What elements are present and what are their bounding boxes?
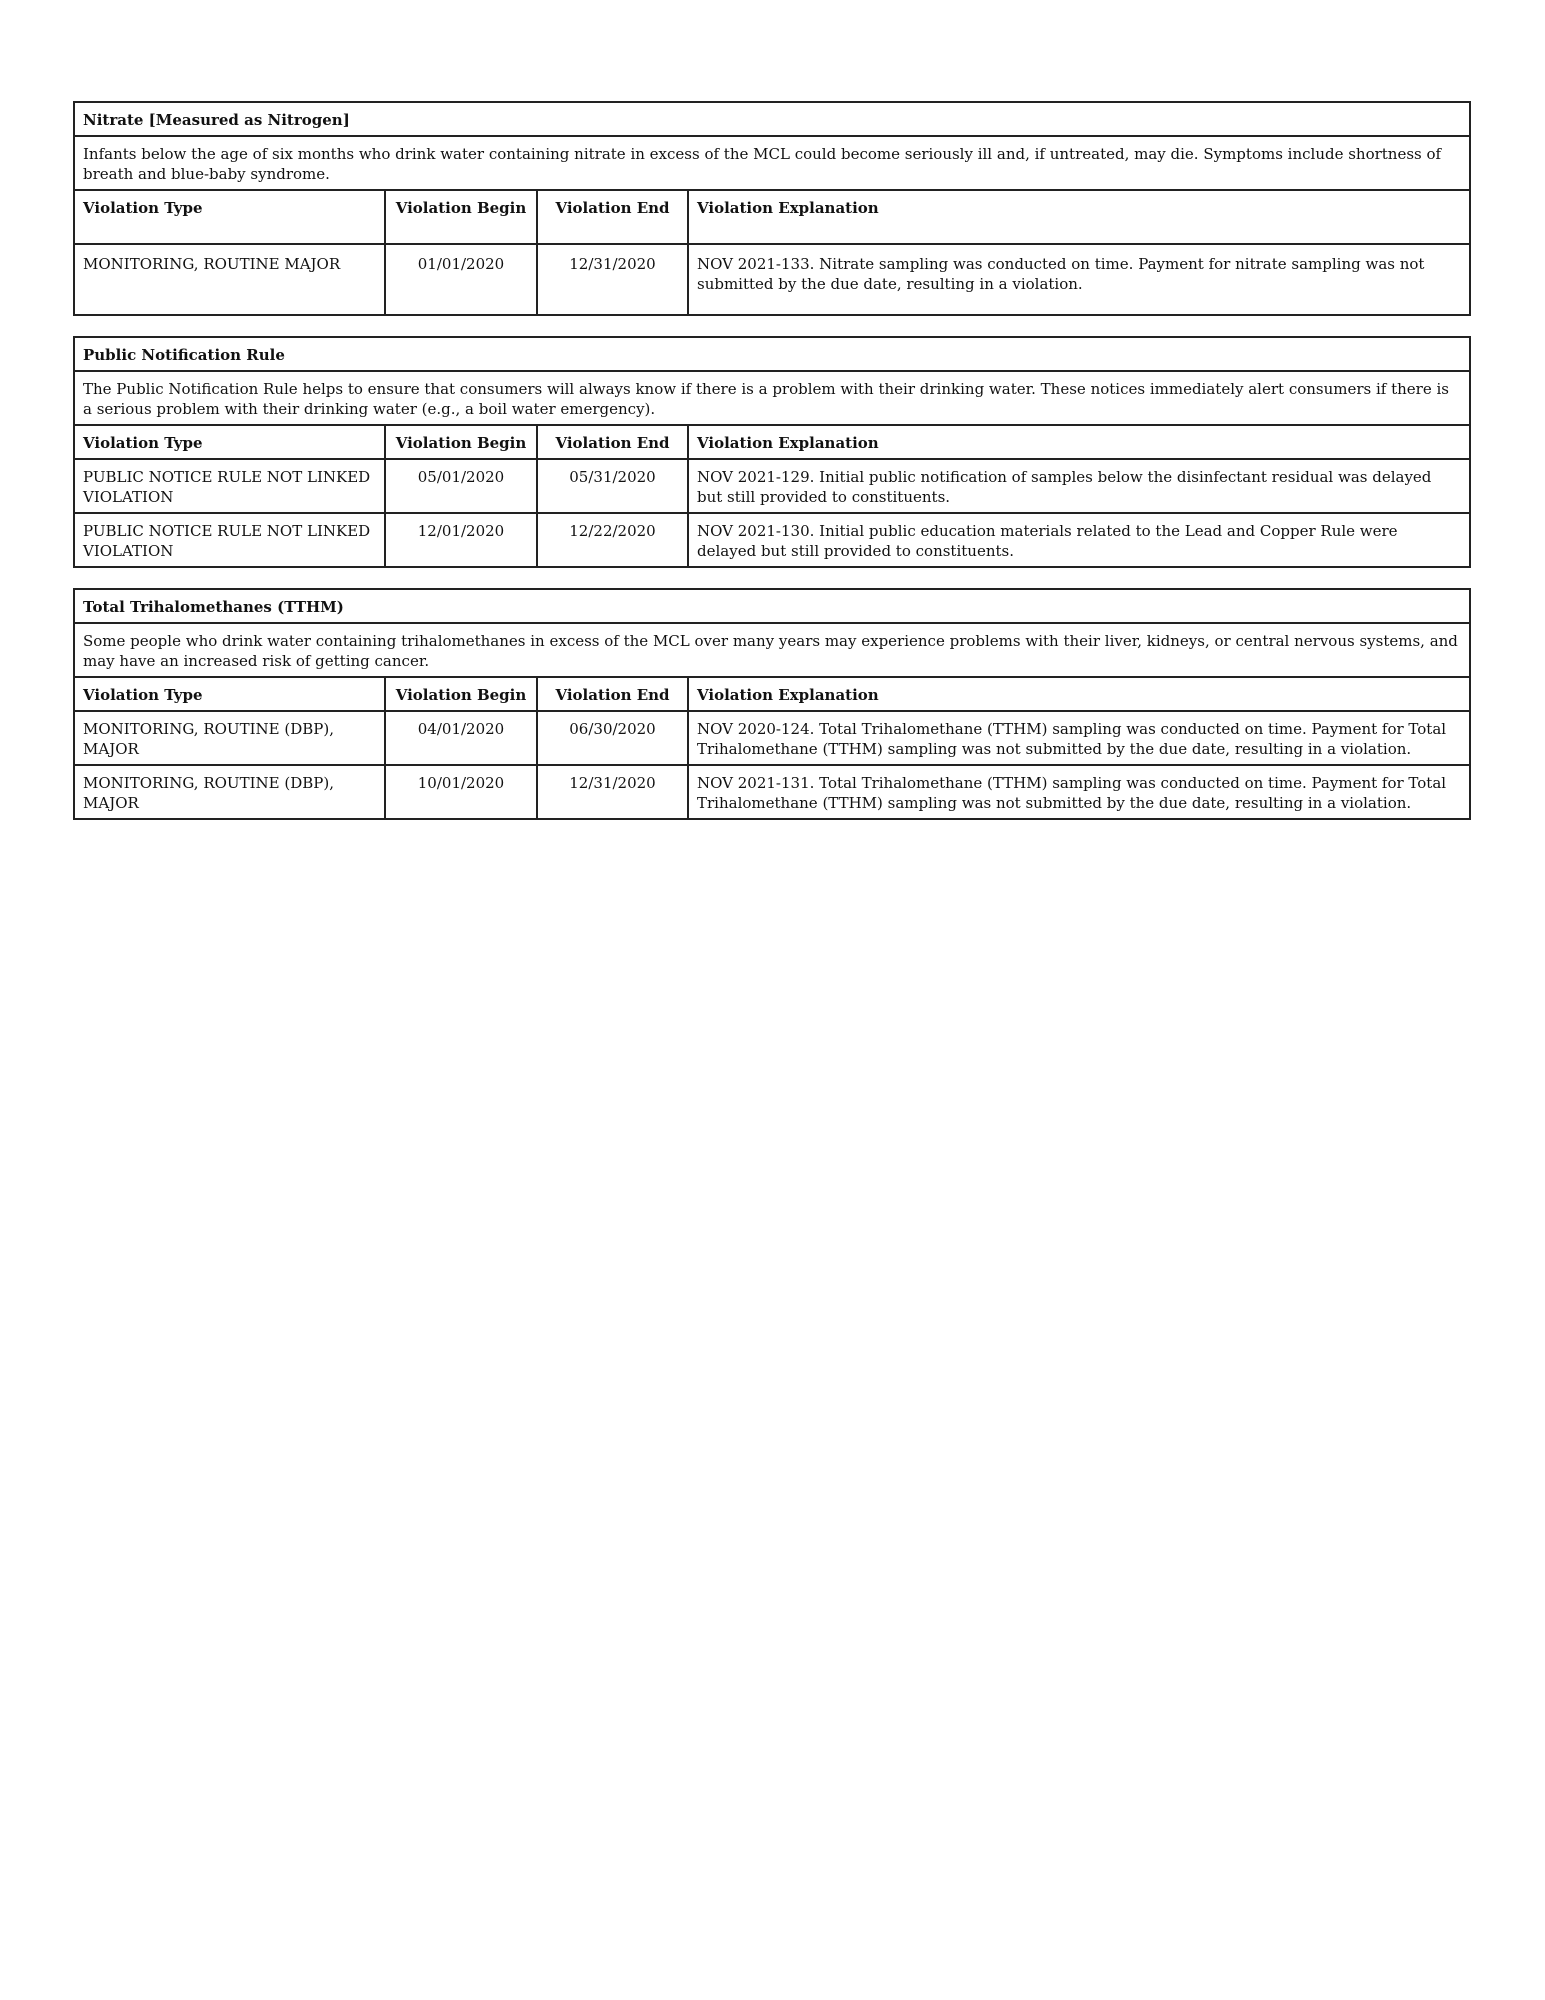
violation-type-cell: MONITORING, ROUTINE (DBP), MAJOR [74,711,385,765]
violation-begin-cell: 04/01/2020 [385,711,537,765]
header-violation-begin: Violation Begin [385,190,537,244]
table-header-row [74,425,1470,459]
violation-type-cell: PUBLIC NOTICE RULE NOT LINKED VIOLATION [74,459,385,513]
violation-type-cell: PUBLIC NOTICE RULE NOT LINKED VIOLATION [74,513,385,567]
violation-begin-cell: 12/01/2020 [385,513,537,567]
violation-type-cell: MONITORING, ROUTINE MAJOR [74,244,385,315]
violation-explanation-cell: NOV 2021-129. Initial public notification of samples below the disinfectant residual was delayed but still provided to constituents. [688,459,1470,513]
violation-begin-cell: 05/01/2020 [385,459,537,513]
violation-end-cell: 12/31/2020 [537,244,688,315]
header-violation-explanation: Violation Explanation [688,190,1470,244]
violation-table-public-notification [73,336,1471,568]
table-header-row [74,677,1470,711]
violation-end-cell: 12/22/2020 [537,513,688,567]
violation-explanation-cell: NOV 2021-131. Total Trihalomethane (TTHM) sampling was conducted on time. Payment for Total Trihalomethane (TTHM) sampling was not submitted by the due date, resulting in a violation. [688,765,1470,819]
table-row [74,459,1470,513]
violation-begin-cell: 10/01/2020 [385,765,537,819]
header-violation-end: Violation End [537,425,688,459]
table-row [74,765,1470,819]
health-effects-text: The Public Notification Rule helps to ensure that consumers will always know if there is a problem with their drinking water. These notices immediately alert consumers if there is a serious problem with their drinking water (e.g., a boil water emergency). [74,371,1470,425]
table-row [74,244,1470,315]
violations-page [73,101,1469,840]
violation-explanation-cell: NOV 2021-130. Initial public education materials related to the Lead and Copper Rule were delayed but still provided to constituents. [688,513,1470,567]
violation-end-cell: 05/31/2020 [537,459,688,513]
health-effects-text: Some people who drink water containing trihalomethanes in excess of the MCL over many years may experience problems with their liver, kidneys, or central nervous systems, and may have an increased risk of getting cancer. [74,623,1470,677]
contaminant-title: Total Trihalomethanes (TTHM) [74,589,1470,623]
header-violation-end: Violation End [537,677,688,711]
violation-end-cell: 06/30/2020 [537,711,688,765]
violation-type-cell: MONITORING, ROUTINE (DBP), MAJOR [74,765,385,819]
header-violation-begin: Violation Begin [385,425,537,459]
table-header-row [74,190,1470,244]
violation-table-nitrate [73,101,1471,316]
header-violation-type: Violation Type [74,677,385,711]
header-violation-explanation: Violation Explanation [688,677,1470,711]
contaminant-title: Nitrate [Measured as Nitrogen] [74,102,1470,136]
table-row [74,513,1470,567]
violation-explanation-cell: NOV 2020-124. Total Trihalomethane (TTHM) sampling was conducted on time. Payment for Total Trihalomethane (TTHM) sampling was not submitted by the due date, resulting in a violation. [688,711,1470,765]
contaminant-title: Public Notification Rule [74,337,1470,371]
header-violation-explanation: Violation Explanation [688,425,1470,459]
header-violation-end: Violation End [537,190,688,244]
violation-explanation-cell: NOV 2021-133. Nitrate sampling was conducted on time. Payment for nitrate sampling was not submitted by the due date, resulting in a violation. [688,244,1470,315]
header-violation-begin: Violation Begin [385,677,537,711]
violation-table-tthm [73,588,1471,820]
violation-begin-cell: 01/01/2020 [385,244,537,315]
violation-end-cell: 12/31/2020 [537,765,688,819]
header-violation-type: Violation Type [74,425,385,459]
header-violation-type: Violation Type [74,190,385,244]
health-effects-text: Infants below the age of six months who drink water containing nitrate in excess of the MCL could become seriously ill and, if untreated, may die. Symptoms include shortness of breath and blue-baby syndrome. [74,136,1470,190]
table-row [74,711,1470,765]
